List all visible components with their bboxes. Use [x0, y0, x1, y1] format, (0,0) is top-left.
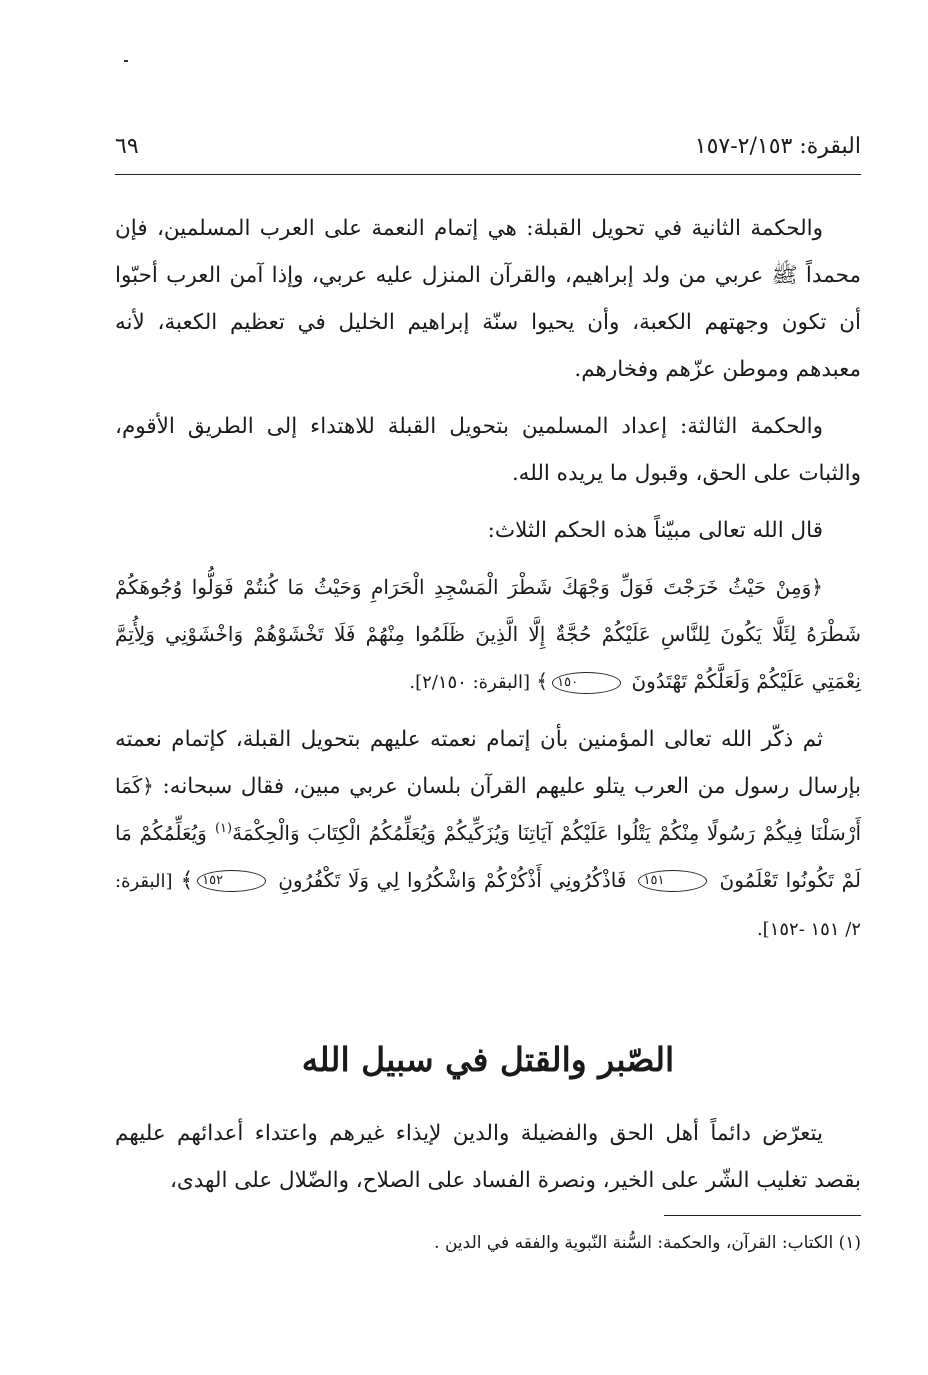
quran-verse-150 [115, 564, 861, 706]
ayah-number-marker: ١٥٠ [552, 672, 621, 694]
page-number: ٦٩ [115, 134, 139, 159]
section-text [115, 1110, 861, 1204]
running-header [115, 130, 861, 172]
footnote-reference-marker: (١) [214, 820, 233, 836]
verse-text: وَيُعَلِّمُكُمْ مَا لَمْ تَكُونُوا تَعْلَمُونَ [115, 821, 861, 892]
verse-citation: [البقرة: ٢/١٥٠]. [409, 672, 531, 693]
ayah-number-marker: ١٥٢ [197, 870, 266, 892]
verse-close-bracket: ﴾ [536, 669, 549, 693]
verse-citation: [البقرة: ٢/ ١٥١ -١٥٢]. [115, 871, 861, 940]
paragraph-second-wisdom: والحكمة الثانية في تحويل القبلة: هي إتمام النعمة على العرب المسلمين، فإن محمداً ﷺ عربي من ولد إبراهيم، والقرآن المنزل عليه عربي، وإذا آمن العرب أحبّوا أن تكون وجهتهم الكعبة، وأن يحيوا سنّة إبراهيم الخليل في تعظيم الكعبة، لأنه معبدهم وموطن عزّهم وفخارهم. [115, 216, 861, 382]
verse-text: فَاذْكُرُونِي أَذْكُرْكُمْ وَاشْكُرُوا لِي وَلَا تَكْفُرُونِ [278, 868, 627, 892]
paragraph-verses-151-152 [115, 716, 861, 953]
ayah-number-marker: ١٥١ [638, 870, 707, 892]
footnote: (١) الكتاب: القرآن، والحكمة: السُّنة النّبوية والفقه في الدين . [434, 1233, 861, 1253]
section-heading: الصّبر والقتل في سبيل الله [301, 1040, 675, 1079]
header-chapter-reference: البقرة: ٢/١٥٣-١٥٧ [694, 134, 861, 159]
paragraph-verse-intro: قال الله تعالى مبيّناً هذه الحكم الثلاث: [487, 518, 823, 543]
footnote-separator [664, 1215, 861, 1216]
scan-speck [124, 60, 128, 62]
paragraph-third-wisdom: والحكمة الثالثة: إعداد المسلمين بتحويل القبلة للاهتداء إلى الطريق الأقوم، والثبات على الحق، وقبول ما يريده الله. [115, 414, 861, 486]
verse-text: ﴿وَمِنْ حَيْثُ خَرَجْتَ فَوَلِّ وَجْهَكَ شَطْرَ الْمَسْجِدِ الْحَرَامِ وَحَيْثُ مَا كُنتُمْ فَوَلُّوا وُجُوهَكُمْ شَطْرَهُ لِئَلَّا يَكُونَ لِلنَّاسِ عَلَيْكُمْ حُجَّةٌ إِلَّا الَّذِينَ ظَلَمُوا مِنْهُمْ فَلَا تَخْشَوْهُمْ وَاخْشَوْنِي وَلِأُتِمَّ نِعْمَتِي عَلَيْكُمْ وَلَعَلَّكُمْ تَهْتَدُونَ [115, 575, 861, 693]
verse-text: ﴿كَمَا أَرْسَلْنَا فِيكُمْ رَسُولًا مِنْكُمْ يَتْلُوا عَلَيْكُمْ آيَاتِنَا وَيُزَكِّيكُمْ وَيُعَلِّمُكُمُ الْكِتَابَ وَالْحِكْمَةَ [115, 774, 861, 845]
section-paragraph: يتعرّض دائماً أهل الحق والفضيلة والدين لإيذاء غيرهم واعتداء أعدائهم عليهم بقصد تغليب الشّر على الخير، ونصرة الفساد على الصلاح، والضّلال على الهدى، [115, 1121, 861, 1193]
main-text [115, 205, 861, 963]
paragraph-text: ثم ذكّر الله تعالى المؤمنين بأن إتمام نعمته عليهم بتحويل القبلة، كإتمام نعمته بإرسال رسول من العرب يتلو عليهم القرآن بلسان عربي مبين، فقال سبحانه: [115, 727, 861, 799]
header-rule [115, 174, 861, 175]
verse-close-bracket: ﴾ [180, 868, 194, 893]
